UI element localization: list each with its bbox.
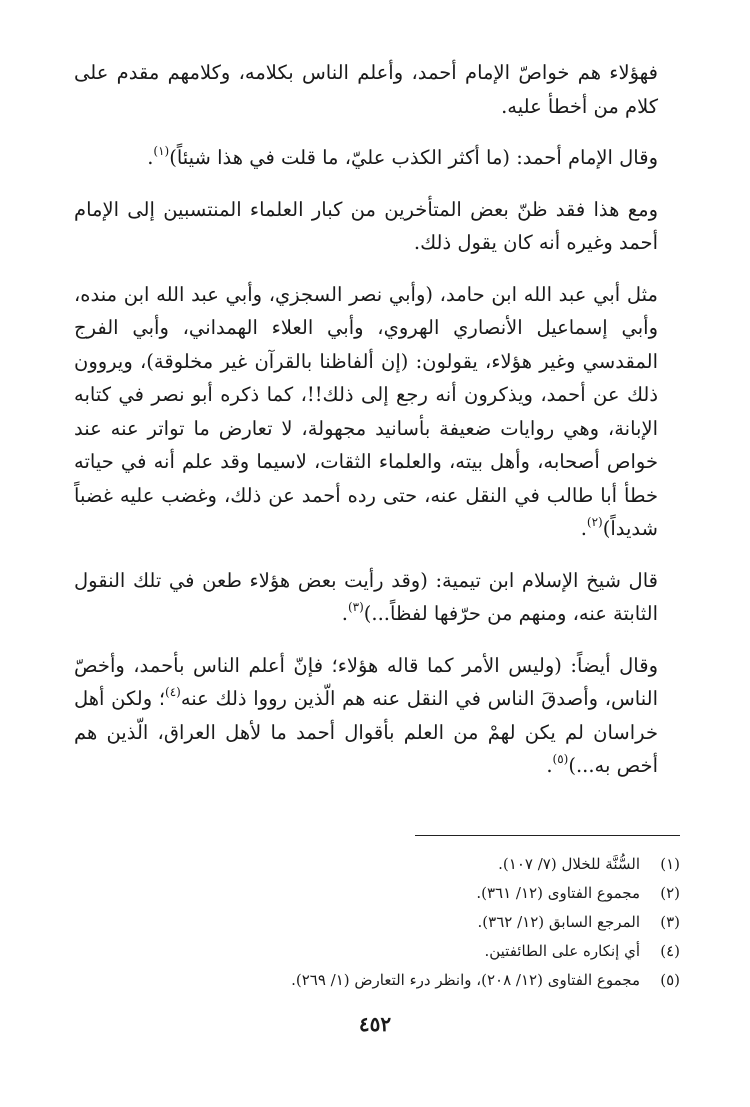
footnote-number: (٥) — [660, 971, 680, 989]
footnote-text: أي إنكاره على الطائفتين. — [484, 942, 640, 960]
footnote-text: المرجع السابق (١٢/ ٣٦٢). — [477, 913, 640, 931]
paragraph-4: مثل أبي عبد الله ابن حامد، (وأبي نصر السجزي، وأبي عبد الله ابن منده، وأبي إسماعيل الأنصاري الهروي، وأبي العلاء الهمداني، وأبي الفرج المقدسي وغير هؤلاء، يقولون: (إن ألفاظنا بالقرآن غير مخلوقة)، ويروون ذلك عن أحمد، ويذكرون أنه رجع إلى ذلك!!، كما ذكره أبو نصر في كتابه الإبانة، وهي روايات ضعيفة بأسانيد مجهولة، لا تعارض ما تواتر عنه عند خواص أصحابه، وأهل بيته، والعلماء الثقات، لاسيما وقد علم أنه في حياته خطأ أبا طالب في النقل عنه، حتى رده أحمد عن ذلك، وغضب عليه غضباً شديداً)$^{(٢)}$. — [74, 282, 658, 540]
footnote-ref-3: (٣) — [347, 600, 364, 614]
footnote-text: السُّنَّة للخلال (٧/ ١٠٧). — [498, 855, 640, 873]
footnote-number: (٢) — [660, 884, 680, 902]
footnote-2 — [200, 879, 680, 908]
paragraph-6: وقال أيضاً: (وليس الأمر كما قاله هؤلاء؛ فإنّ أعلم الناس بأحمد، وأخصّ الناس، وأصدقَ الناس في النقل عنه هم الّذين رووا ذلك عنه$^{(٤)}$؛ ولكن أهل خراسان لم يكن لهمْ من العلم بأقوال أحمد ما لأهل العراق، الّذين هم أخص به...)$^{(٥)}$. — [74, 653, 658, 777]
footnote-number: (٤) — [660, 942, 680, 960]
footnote-number: (١) — [660, 855, 680, 873]
paragraph-5: قال شيخ الإسلام ابن تيمية: (وقد رأيت بعض هؤلاء طعن في تلك النقول الثابتة عنه، ومنهم من حرّفها لفظاً...)$^{(٣)}$. — [74, 568, 658, 625]
footnote-3 — [200, 908, 680, 937]
footnote-text: مجموع الفتاوى (١٢/ ٣٦١). — [476, 884, 640, 902]
footnote-4 — [200, 937, 680, 966]
footnote-5 — [200, 966, 680, 995]
paragraph-1: فهؤلاء هم خواصّ الإمام أحمد، وأعلم الناس بكلامه، وكلامهم مقدم على كلام من أخطأ عليه. — [74, 61, 658, 118]
footnote-number: (٣) — [660, 913, 680, 931]
paragraph-3: ومع هذا فقد ظنّ بعض المتأخرين من كبار العلماء المنتسبين إلى الإمام أحمد وغيره أنه كان يقول ذلك. — [74, 197, 658, 254]
footnote-1 — [200, 850, 680, 879]
footnote-ref-1: (١) — [153, 144, 170, 158]
footnote-ref-2: (٢) — [586, 515, 603, 529]
main-text — [74, 56, 680, 783]
footnote-text: مجموع الفتاوى (١٢/ ٢٠٨)، وانظر درء التعارض (١/ ٢٦٩). — [291, 971, 640, 989]
footnote-divider — [415, 835, 680, 836]
page-number: ٤٥٢ — [358, 1012, 392, 1036]
footnotes — [200, 850, 680, 995]
paragraph-2: وقال الإمام أحمد: (ما أكثر الكذب عليّ، ما قلت في هذا شيئاً)$^{(١)}$. — [147, 144, 658, 169]
footnote-ref-5: (٥) — [552, 752, 569, 766]
footnote-ref-4: (٤) — [165, 685, 181, 699]
